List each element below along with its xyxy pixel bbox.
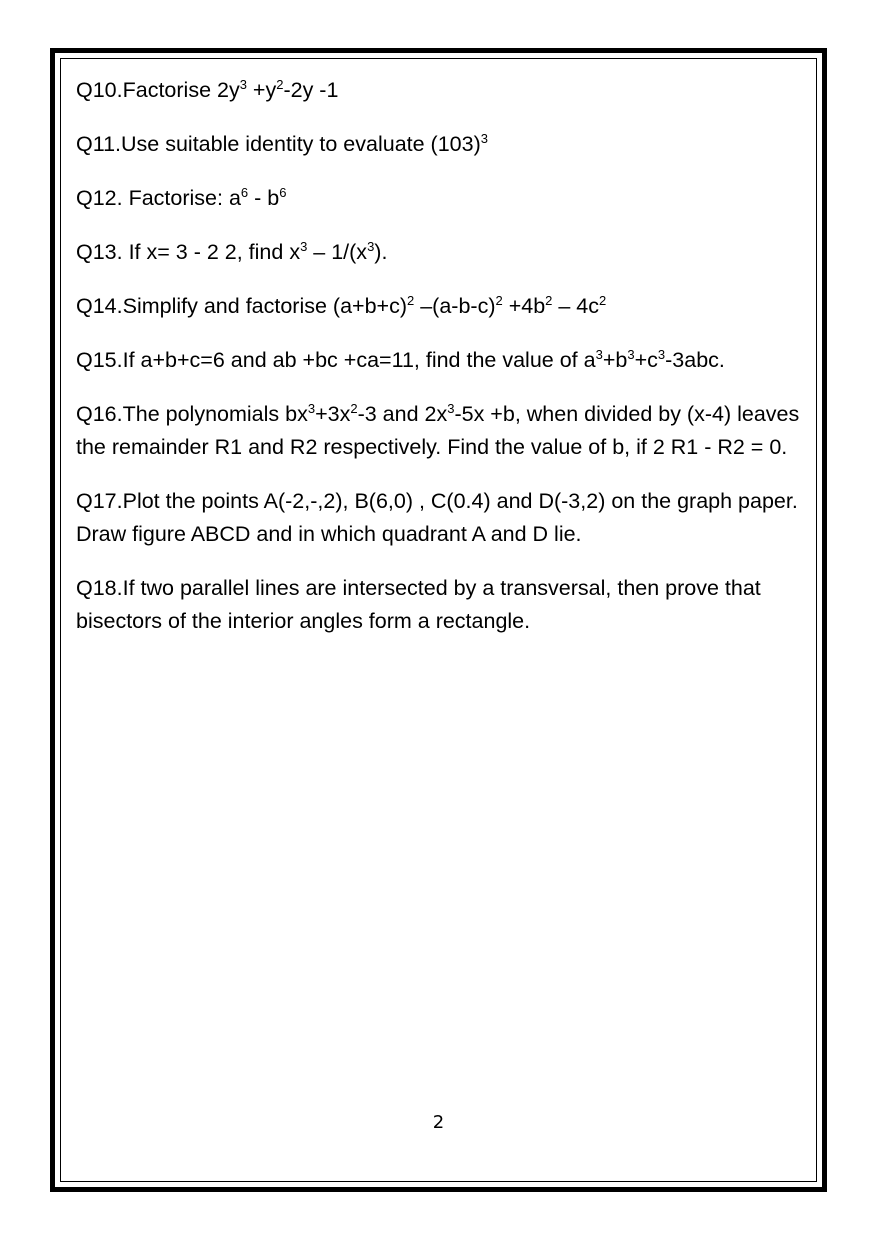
question-exponent: 6: [240, 184, 249, 200]
question-text: Q12. Factorise: a: [76, 186, 241, 210]
question-q13: [76, 236, 801, 269]
question-exponent: 3: [367, 238, 375, 254]
question-text: Q14.Simplify and factorise (a+b+c): [76, 294, 408, 318]
question-text: –(a-b-c): [414, 294, 496, 318]
question-q12: [76, 182, 801, 215]
question-exponent: 3: [239, 76, 247, 92]
question-text: Q15.If a+b+c=6 and ab +bc +ca=11, find the value of a: [76, 348, 596, 372]
question-text: Q11.Use suitable identity to evaluate (103): [76, 132, 481, 156]
question-text: +y: [246, 78, 277, 102]
question-text: Q16.The polynomials bx: [76, 402, 308, 426]
question-exponent: 2: [495, 292, 503, 308]
question-text: +4b: [502, 294, 546, 318]
question-q17: [76, 485, 801, 551]
question-exponent: 2: [407, 292, 415, 308]
question-text: Q10.Factorise 2y: [76, 78, 240, 102]
question-text: +3x: [315, 402, 351, 426]
question-text: - b: [248, 186, 280, 210]
question-exponent: 2: [599, 292, 607, 308]
question-text: -3abc.: [665, 348, 725, 372]
question-exponent: 2: [545, 292, 553, 308]
question-text: +b: [602, 348, 628, 372]
question-text: -2y -1: [283, 78, 339, 102]
question-exponent: 2: [276, 76, 284, 92]
question-text: – 1/(x: [307, 240, 368, 264]
question-exponent: 3: [480, 130, 488, 146]
question-text: – 4c: [552, 294, 600, 318]
question-list: [76, 74, 801, 659]
question-exponent: 3: [657, 346, 666, 362]
question-exponent: 6: [279, 184, 287, 200]
question-q15: [76, 344, 801, 377]
question-q14: [76, 290, 801, 323]
question-q10: [76, 74, 801, 107]
page-number: 2: [432, 1112, 445, 1133]
question-text: Q13. If x= 3 - 2 2, find x: [76, 240, 301, 264]
question-text: ).: [374, 240, 388, 264]
question-text: +c: [634, 348, 658, 372]
question-exponent: 3: [595, 346, 603, 362]
question-q16: [76, 398, 801, 464]
question-exponent: 3: [627, 346, 635, 362]
question-exponent: 3: [300, 238, 308, 254]
question-text: -3 and 2x: [357, 402, 448, 426]
question-q11: [76, 128, 801, 161]
question-exponent: 3: [447, 400, 455, 416]
question-q18: [76, 572, 801, 638]
question-text: Q17.Plot the points A(-2,-,2), B(6,0) , C(0.4) and D(-3,2) on the graph paper. Draw figure ABCD and in which quadrant A and D lie.: [76, 489, 798, 546]
question-text: Q18.If two parallel lines are intersected by a transversal, then prove that bisectors of the interior angles form a rectangle.: [76, 576, 761, 633]
question-exponent: 2: [350, 400, 358, 416]
question-exponent: 3: [307, 400, 316, 416]
question-text: -5x +b, when divided by (x-4) leaves the remainder R1 and R2 respectively. Find the value of b, if 2 R1 - R2 = 0.: [76, 402, 800, 459]
